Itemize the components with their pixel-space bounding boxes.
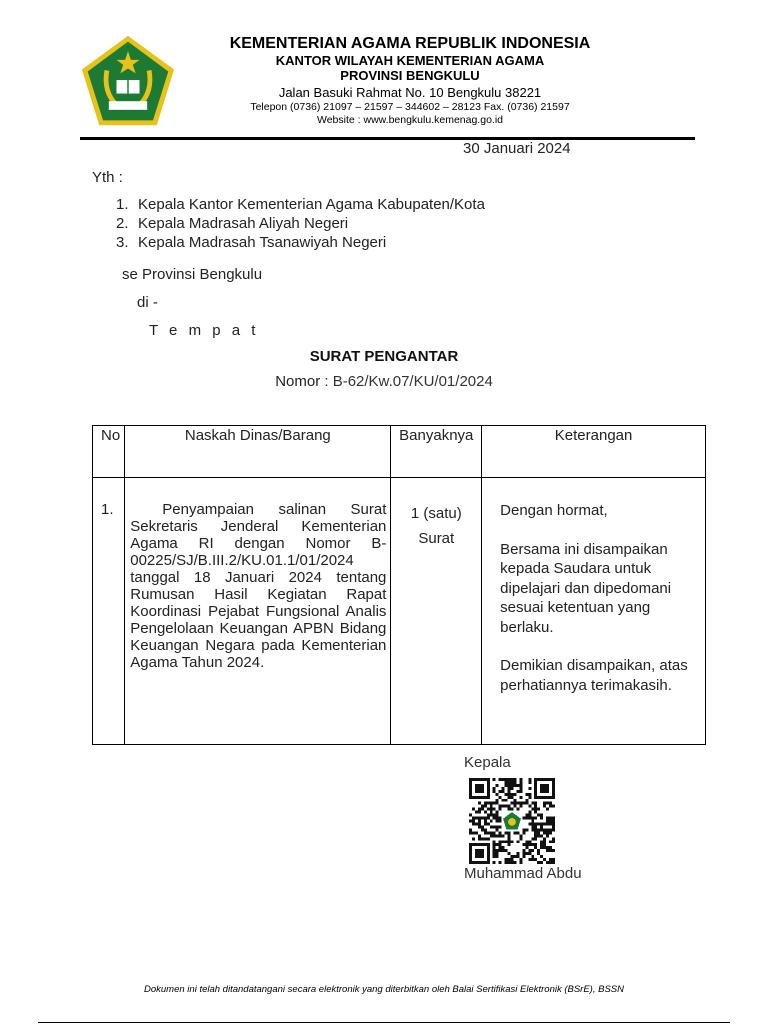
table-header-row (93, 426, 706, 478)
office-phone: Telepon (0736) 21097 – 21597 – 344602 – 28123 Fax. (0736) 21597 (250, 101, 570, 113)
cell-banyak: 1 (satu) Surat (391, 478, 482, 745)
recipient-item: 1. Kepala Kantor Kementerian Agama Kabupaten/Kota (116, 196, 485, 213)
header-keterangan: Keterangan (482, 426, 706, 478)
signatory-position: Kepala (464, 754, 511, 771)
signatory-name: Muhammad Abdu (464, 865, 582, 882)
province-name: PROVINSI BENGKULU (340, 68, 480, 83)
header-no: No (93, 426, 125, 478)
letter-date: 30 Januari 2024 (463, 140, 571, 157)
recipient-item: 2. Kepala Madrasah Aliyah Negeri (116, 215, 349, 232)
table-row (93, 478, 706, 745)
recipient-place: T e m p a t (149, 322, 259, 339)
cell-keterangan: Dengan hormat, Bersama ini disampaikan kepada Saudara untuk dipelajari dan dipedomani sesuai ketentuan yang berlaku. Demikian disampaikan, atas perhatiannya terimakasih. (482, 478, 706, 745)
org-name: KEMENTERIAN AGAMA REPUBLIK INDONESIA (229, 35, 591, 52)
letter-number: Nomor : B-62/Kw.07/KU/01/2024 (275, 373, 493, 390)
header-naskah: Naskah Dinas/Barang (125, 426, 391, 478)
letter-title: SURAT PENGANTAR (309, 348, 459, 365)
kemenag-logo (80, 34, 176, 130)
salutation: Yth : (92, 169, 123, 186)
recipient-list (116, 195, 485, 252)
office-address: Jalan Basuki Rahmat No. 10 Bengkulu 38221 (278, 85, 542, 100)
recipient-di: di - (137, 294, 158, 311)
document-table (92, 425, 706, 745)
footer-rule (38, 1022, 730, 1023)
letterhead-rule (80, 137, 695, 140)
signature-qr-code (469, 778, 555, 864)
office-name: KANTOR WILAYAH KEMENTERIAN AGAMA (275, 53, 545, 68)
letterhead (180, 34, 640, 127)
cell-naskah: Penyampaian salinan Surat Sekretaris Jenderal Kementerian Agama RI dengan Nomor B-00225/SJ/B.III.2/KU.01.1/01/2024 tanggal 18 Januari 2024 tentang Rumusan Hasil Kegiatan Rapat Koordinasi Pejabat Fungsional Analis Pengelolaan Keuangan APBN Bidang Keuangan Negara pada Kementerian Agama Tahun 2024. (125, 478, 391, 745)
recipient-item: 3. Kepala Madrasah Tsanawiyah Negeri (116, 234, 387, 251)
header-banyak: Banyaknya (391, 426, 482, 478)
cell-no: 1. (93, 478, 125, 745)
office-website: Website : www.bengkulu.kemenag.go.id (317, 114, 503, 126)
recipient-area: se Provinsi Bengkulu (122, 266, 263, 283)
esign-footer-note: Dokumen ini telah ditandatangani secara elektronik yang diterbitkan oleh Balai Sertifikasi Elektronik (BSrE), BSSN (144, 984, 624, 995)
